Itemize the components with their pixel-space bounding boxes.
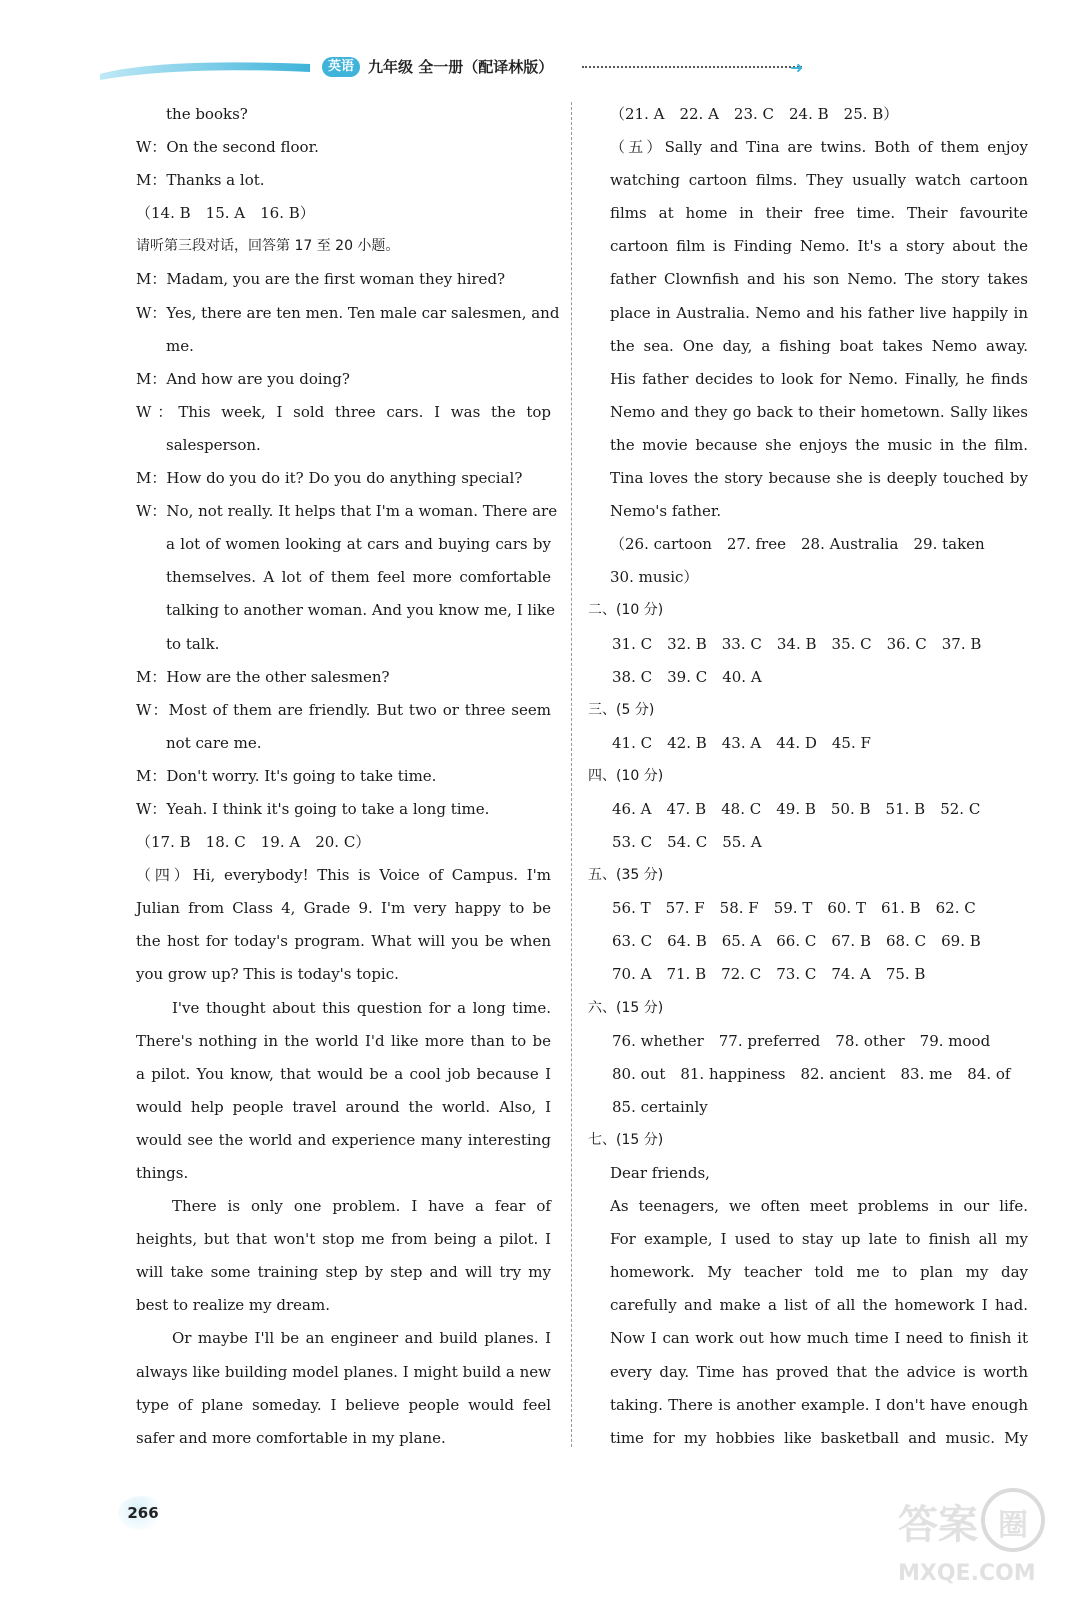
answer-item: 55. A [722,833,762,852]
answer-item: 66. C [776,932,817,951]
answer-item: 81. happiness [680,1064,786,1083]
answer-item: 57. F [665,899,705,918]
text-line: the sea. One day, a fishing boat takes Nemo away. [610,336,1028,355]
answer-item: 85. certainly [612,1097,708,1116]
answer-item: 54. C [667,833,708,852]
answer-item: 72. C [721,965,762,984]
svg-text:答案: 答案 [898,1502,978,1548]
answer-item: 60. T [827,899,866,918]
text-line: the books? [166,105,248,123]
text-line: W：Yes, there are ten men. Ten male car salesmen, and [136,303,560,322]
text-line: Tina loves the story because she is deeply touched by [610,469,1028,488]
text-line: （四）Hi, everybody! This is Voice of Campus. I'm [136,866,551,885]
answer-item: 58. F [719,899,759,918]
answer-item: 77. preferred [718,1031,821,1050]
answer-row [588,661,1028,694]
answer-item: 43. A [721,733,762,752]
text-line: place in Australia. Nemo and his father live happily in [610,303,1028,322]
answer-item: 39. C [667,667,708,686]
svg-text:圈: 圈 [998,1508,1028,1543]
answer-item: 41. C [612,733,653,752]
text-line: For example, I used to stay up late to finish all my [610,1230,1028,1249]
text-line: the movie because she enjoys the music in the film. [610,435,1028,454]
text-line: heights, but that won't stop me from being a pilot. I [136,1230,551,1249]
page-header [100,50,804,86]
answer-item: 34. B [776,634,817,653]
text-line: would see the world and experience many interesting [136,1130,551,1149]
book-title: 九年级 全一册（配译林版） [368,58,554,76]
text-line: time for my hobbies like basketball and music. My [610,1428,1028,1447]
answer-item: 62. C [935,899,976,918]
answer-item: 83. me [900,1064,953,1083]
answer-item: 53. C [612,833,653,852]
answer-item: 70. A [612,965,652,984]
answer-item: 74. A [831,965,871,984]
text-line: best to realize my dream. [136,1296,330,1315]
text-line: W：No, not really. It helps that I'm a woman. There are [136,502,558,521]
text-line: talking to another woman. And you know me, I like [166,601,555,620]
text-line: taking. There is another example. I don't have enough [610,1395,1028,1414]
text-line: His father decides to look for Nemo. Finally, he finds [610,369,1028,388]
text-line: W：Yeah. I think it's going to take a long time. [136,799,490,818]
text-line: Dear friends, [610,1164,710,1182]
answer-item: 33. C [721,634,762,653]
subject-badge: 英语 [322,57,360,77]
svg-text:MXQE.COM: MXQE.COM [898,1561,1036,1586]
answer-item: 44. D [776,733,817,752]
answer-item: 35. C [831,634,872,653]
text-line: W：This week, I sold three cars. I was the top [136,402,551,421]
answer-item: 64. B [667,932,707,951]
text-line: you grow up? This is today's topic. [136,965,399,984]
text-line: the host for today's program. What will you be when [136,932,551,951]
answer-item: 40. A [722,667,762,686]
text-line: There's nothing in the world I'd like more than to be [136,1031,551,1050]
text-line: cartoon film is Finding Nemo. It's a story about the [610,237,1028,256]
answer-item: 71. B [666,965,707,984]
text-line: Now I can work out how much time I need to finish it [610,1329,1028,1348]
text-line: type of plane someday. I believe people would feel [136,1395,551,1414]
text-line: There is only one problem. I have a fear of [172,1197,551,1216]
section-heading: 四、(10 分) [588,767,664,784]
text-line: M：Thanks a lot. [136,171,265,190]
text-line: 请听第三段对话，回答第 17 至 20 小题。 [136,238,400,255]
text-line: films at home in their free time. Their favourite [610,204,1028,223]
text-line: me. [166,336,194,355]
answer-item: 50. B [830,799,871,818]
text-line: （五）Sally and Tina are twins. Both of them enjoy [610,138,1028,157]
answer-item: 38. C [612,667,653,686]
header-swoosh-decoration [100,56,310,80]
text-line: W：On the second floor. [136,138,319,157]
text-line: themselves. A lot of them feel more comfortable [166,568,551,587]
answer-item: 73. C [776,965,817,984]
answer-item: 32. B [667,634,707,653]
text-line: M：And how are you doing? [136,369,350,388]
section-heading: 二、(10 分) [588,602,664,619]
text-line: watching cartoon films. They usually watch cartoon [610,171,1028,190]
answer-item: 46. A [612,799,652,818]
section-heading: 六、(15 分) [588,999,664,1016]
text-line: As teenagers, we often meet problems in our life. [610,1197,1028,1216]
text-line: Nemo's father. [610,502,722,521]
answer-item: 36. C [886,634,927,653]
answer-row [588,1058,1028,1091]
right-column [588,98,1028,1455]
answer-item: 37. B [941,634,982,653]
answer-item: 75. B [885,965,926,984]
text-line: salesperson. [166,435,261,454]
text-line: carefully and make a list of all the homework I had. [610,1296,1028,1315]
answer-item: 76. whether [612,1031,704,1050]
page-number: 266 [127,1504,159,1522]
answer-item: 56. T [612,899,651,918]
answer-item: 65. A [721,932,762,951]
text-line: to talk. [166,634,220,653]
answer-row [588,958,1028,991]
watermark-logo [888,1480,1068,1590]
answer-row [588,727,1028,760]
text-line: Or maybe I'll be an engineer and build planes. I [172,1329,551,1348]
text-line: every day. Time has proved that the advice is worth [610,1362,1028,1381]
answer-item: 79. mood [919,1031,991,1050]
text-line: （21. A 22. A 23. C 24. B 25. B） [610,105,899,123]
answer-row [588,628,1028,661]
header-dotted-rule [582,66,802,68]
answer-row [588,826,1028,859]
text-line: things. [136,1164,189,1182]
answer-item: 59. T [773,899,813,918]
answer-row [588,793,1028,826]
answer-item: 61. B [880,899,921,918]
text-line: would help people travel around the world. Also, I [136,1097,551,1116]
text-line: Nemo and they go back to their hometown. Sally likes [610,402,1028,421]
answer-item: 45. F [831,733,871,752]
answer-item: 49. B [776,799,816,818]
answer-item: 78. other [835,1031,905,1050]
text-line: I've thought about this question for a long time. [172,998,551,1017]
column-divider [571,102,572,1447]
answer-item: 80. out [612,1064,666,1083]
text-line: 30. music） [610,568,699,587]
answer-row [588,925,1028,958]
text-line: safer and more comfortable in my plane. [136,1428,446,1447]
text-line: always like building model planes. I might build a new [136,1362,551,1381]
answer-item: 67. B [831,932,871,951]
text-line: will take some training step by step and will try my [136,1263,551,1282]
answer-item: 47. B [666,799,707,818]
answer-row [588,892,1028,925]
text-line: （14. B 15. A 16. B） [136,204,315,223]
section-heading: 七、(15 分) [588,1131,664,1148]
text-line: M：How do you do it? Do you do anything special? [136,469,523,488]
text-line: M：Madam, you are the first woman they hired? [136,270,506,289]
text-line: a lot of women looking at cars and buying cars by [166,535,551,554]
text-line: （26. cartoon 27. free 28. Australia 29. taken [610,535,985,554]
text-line: homework. My teacher told me to plan my day [610,1263,1028,1282]
text-line: M：Don't worry. It's going to take time. [136,766,437,785]
text-line: a pilot. You know, that would be a cool job because I [136,1064,551,1083]
text-line: Julian from Class 4, Grade 9. I'm very happy to be [136,899,551,918]
answer-row [588,1025,1028,1058]
answer-item: 63. C [612,932,653,951]
answer-item: 84. of [967,1064,1011,1083]
answer-item: 69. B [941,932,981,951]
section-heading: 三、(5 分) [588,701,655,718]
answer-item: 48. C [721,799,762,818]
left-column [136,98,560,1455]
answer-item: 51. B [885,799,926,818]
section-heading: 五、(35 分) [588,867,664,884]
text-line: （17. B 18. C 19. A 20. C） [136,833,371,852]
answer-row [588,1091,1028,1124]
text-line: M：How are the other salesmen? [136,667,390,686]
answer-item: 52. C [940,799,981,818]
answer-item: 31. C [612,634,653,653]
answer-item: 82. ancient [800,1064,886,1083]
text-line: W：Most of them are friendly. But two or three seem [136,700,551,719]
answer-item: 68. C [886,932,927,951]
text-line: not care me. [166,733,262,752]
answer-item: 42. B [667,733,707,752]
text-line: father Clownfish and his son Nemo. The story takes [610,270,1028,289]
arrow-right-icon: ➜ [790,58,804,77]
